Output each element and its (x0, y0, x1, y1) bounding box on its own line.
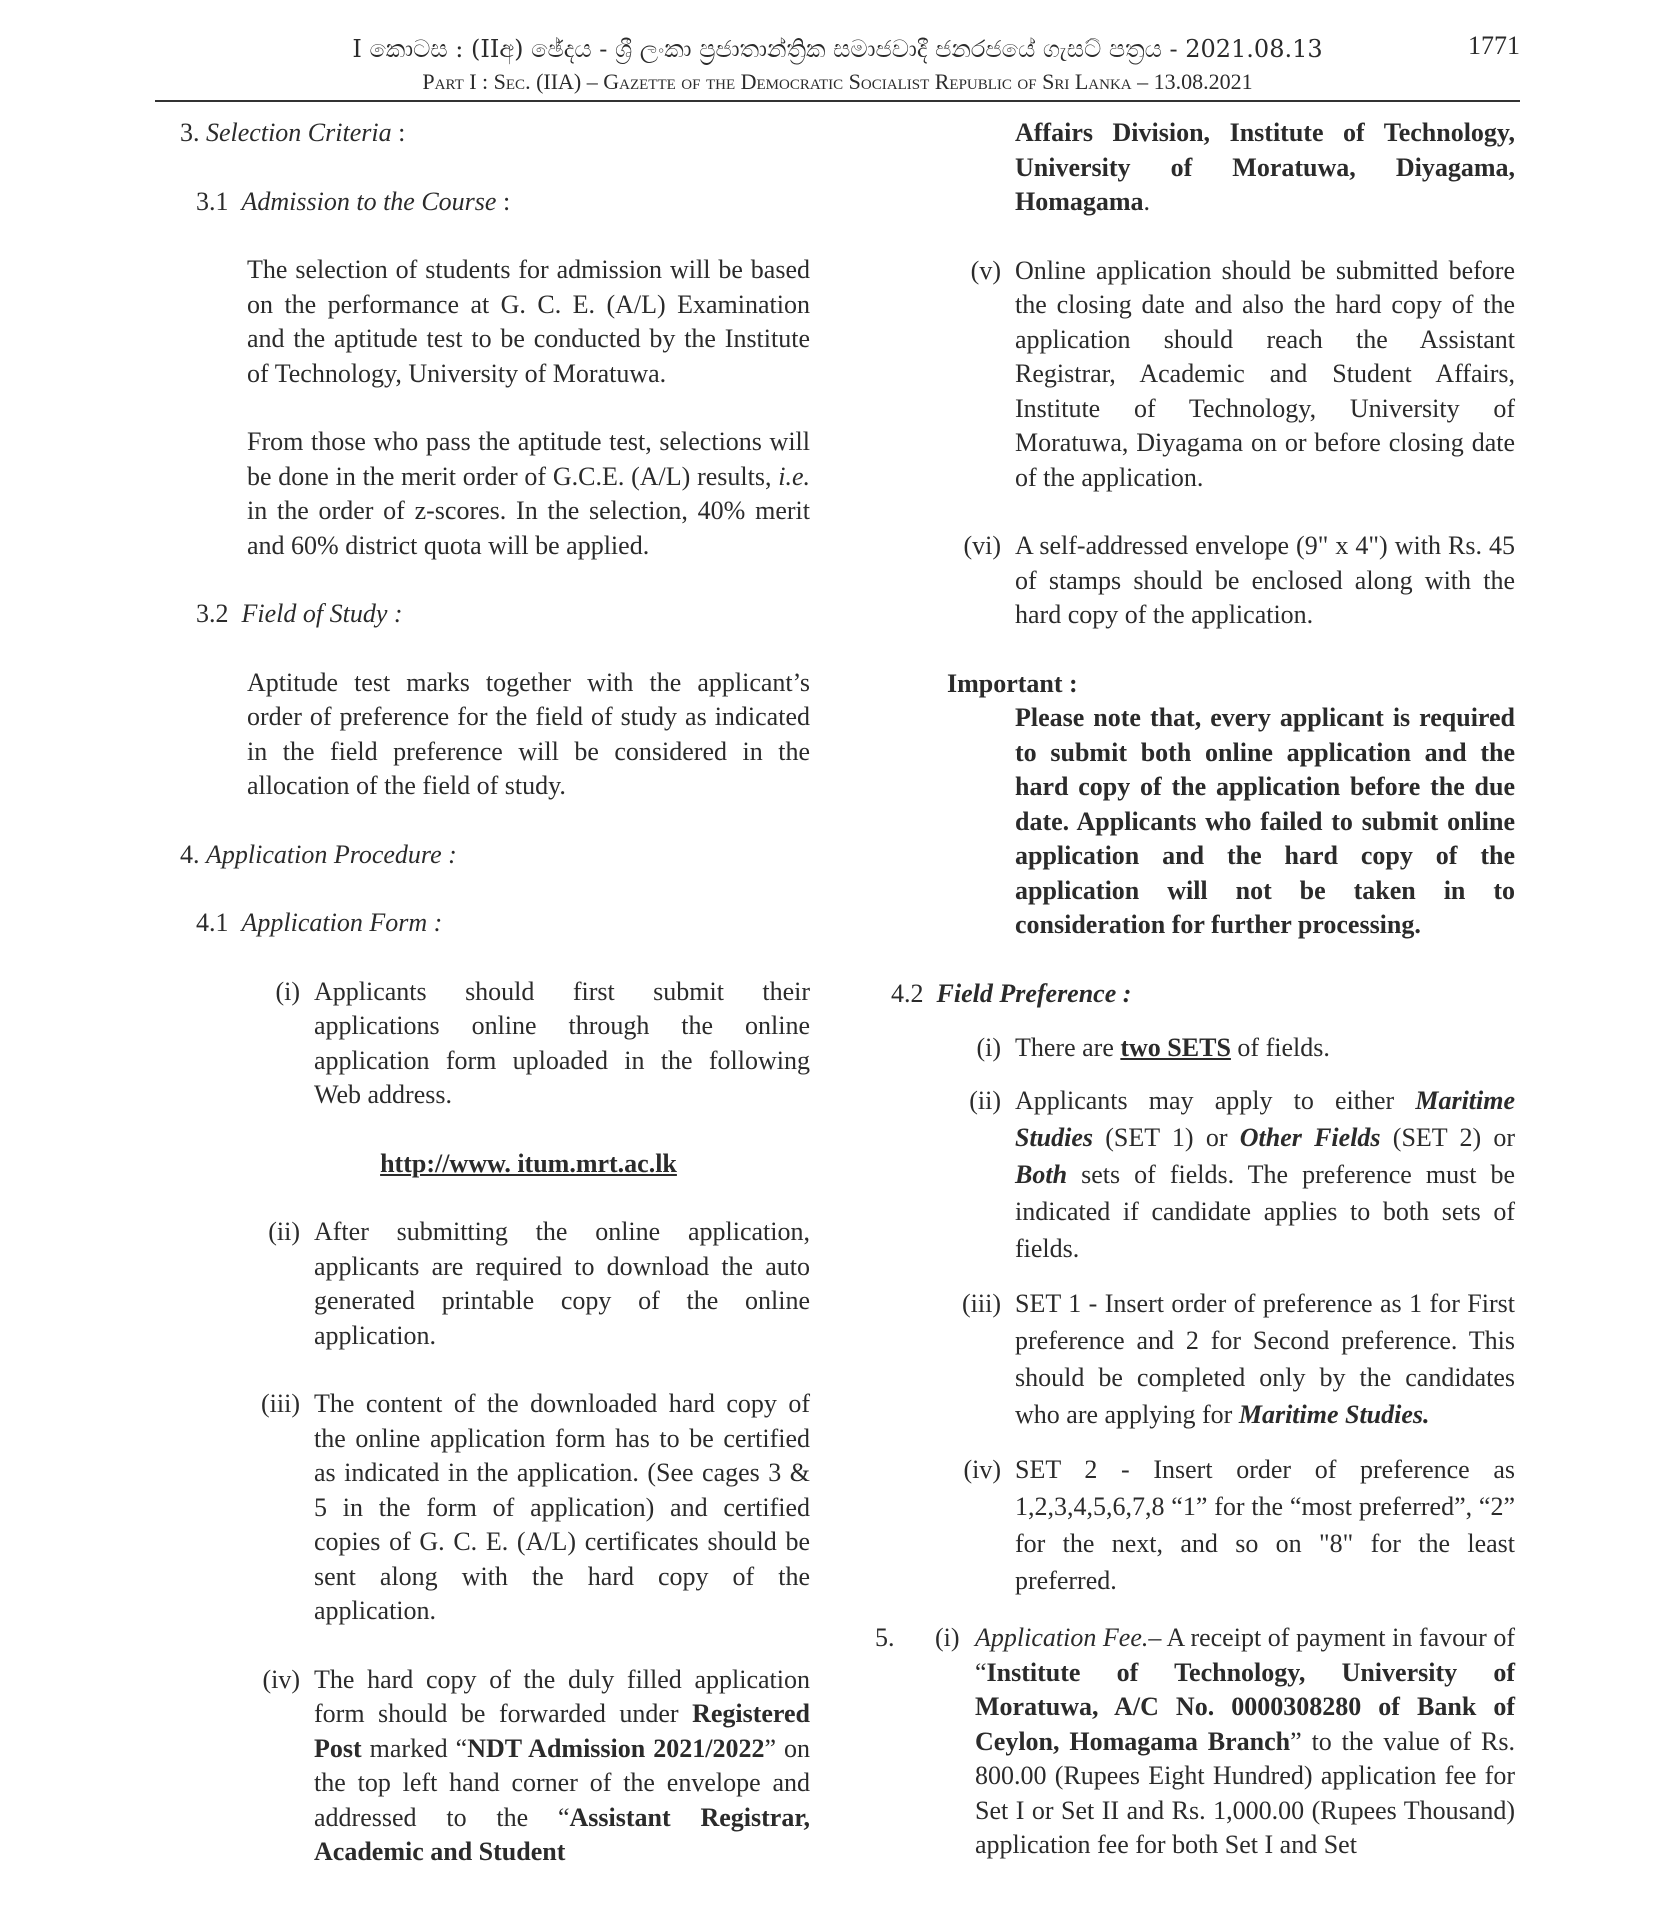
important-label: Important : (947, 668, 1078, 698)
item-4-1-iv: (iv) The hard copy of the duly filled application form should be forwarded under Registered Post marked “NDT Admission 2021/2022” on the top left hand corner of the envelope and addressed to the “Assistant Registrar, Academic and Student (262, 1664, 810, 1866)
item-4-2-iii: (iii) SET 1 - Insert order of preference as 1 for First preference and 2 for Second preference. This should be completed only by the candidates who are applying for Maritime Studies. (962, 1289, 1515, 1429)
item-4-2-iv: (iv) SET 2 - Insert order of preference as 1,2,3,4,5,6,7,8 “1” for the “most preferred”, “2” for the next, and so on "8" for the least preferred. (963, 1455, 1515, 1595)
section-3-1-paragraph-2: From those who pass the aptitude test, selections will be done in the merit order of G.C.E. (A/L) results, i.e. in the order of z-scores. In the selection, 40% merit and 60% district quota will be applied. (247, 427, 810, 560)
item-4-1-iii: (iii) The content of the downloaded hard copy of the online application form has to be certified as indicated in the application. (See cages 3 & 5 in the form of application) and certified copies of G. C. E. (A/L) certificates should be sent along with the hard copy of the application. (261, 1389, 810, 1625)
header-english: Part I : Sec. (IIA) – Gazette of the Democratic Socialist Republic of Sri Lanka – 13.08.2021 (422, 69, 1253, 94)
item-4-1-i: (i) Applicants should first submit their applications online through the online application form uploaded in the following Web address. (275, 976, 810, 1109)
section-4-heading: 4. Application Procedure : (180, 839, 457, 869)
item-4-2-ii: (ii) Applicants may apply to either Maritime Studies (SET 1) or Other Fields (SET 2) or Both sets of fields. The preference must be indicated if candidate applies to both sets of fields. (969, 1086, 1515, 1263)
application-url-link[interactable]: http://www. itum.mrt.ac.lk (380, 1148, 677, 1178)
section-5-paragraph: 5. (i) Application Fee.– A receipt of payment in favour of “Institute of Technology, University of Moratuwa, A/C No. 0000308280 of Bank of Ceylon, Homagama Branch” to the value of Rs. 800.00 (Rupees Eight Hundred) application fee for Set I or Set II and Rs. 1,000.00 (Rupees Thousand) application fee for both Set I and Set (875, 1623, 1516, 1859)
section-3-2-heading: 3.2 Field of Study : (196, 599, 403, 628)
item-4-1-iv-continued: Affairs Division, Institute of Technology, University of Moratuwa, Diyagama, Homagama. (1015, 118, 1515, 216)
item-4-2-i: (i) There are two SETS of fields. (976, 1033, 1330, 1062)
section-3-1-paragraph-1: The selection of students for admission will be based on the performance at G. C. E. (A/L) Examination and the aptitude test to be conducted by the Institute of Technology, University of Moratuwa. (247, 255, 810, 388)
section-4-1-heading: 4.1 Application Form : (196, 908, 443, 937)
page-number: 1771 (1468, 31, 1520, 60)
section-3-heading: 3. Selection Criteria : (180, 118, 406, 147)
header-sinhala: I කොටස : (IIඅ) ඡේදය - ශ්‍රී ලංකා ප්‍රජාතාන්ත්‍රික සමාජවාදී ජනරජයේ ගැසට් පත්‍රය - 2021.08.13 (352, 35, 1323, 63)
section-3-2-paragraph: Aptitude test marks together with the applicant’s order of preference for the field of study as indicated in the field preference will be considered in the allocation of the field of study. (247, 667, 810, 800)
item-4-1-vi: (vi) A self-addressed envelope (9" x 4") with Rs. 45 of stamps should be enclosed along with the hard copy of the application. (963, 531, 1515, 629)
section-4-2-heading: 4.2 Field Preference : (891, 978, 1132, 1008)
important-note: Please note that, every applicant is required to submit both online application and the hard copy of the application before the due date. Applicants who failed to submit online application and the hard copy of the application will not be taken in to consideration for further processing. (1015, 703, 1515, 939)
right-column (875, 116, 1515, 1863)
item-4-1-v: (v) Online application should be submitted before the closing date and also the hard copy of the application should reach the Assistant Registrar, Academic and Student Affairs, Institute of Technology, University of Moratuwa, Diyagama on or before closing date of the application. (970, 255, 1515, 492)
left-column (180, 116, 810, 1870)
item-4-1-ii: (ii) After submitting the online application, applicants are required to download the auto generated printable copy of the online application. (268, 1217, 810, 1350)
section-3-1-heading: 3.1 Admission to the Course : (196, 186, 511, 216)
page-header (155, 28, 1520, 102)
